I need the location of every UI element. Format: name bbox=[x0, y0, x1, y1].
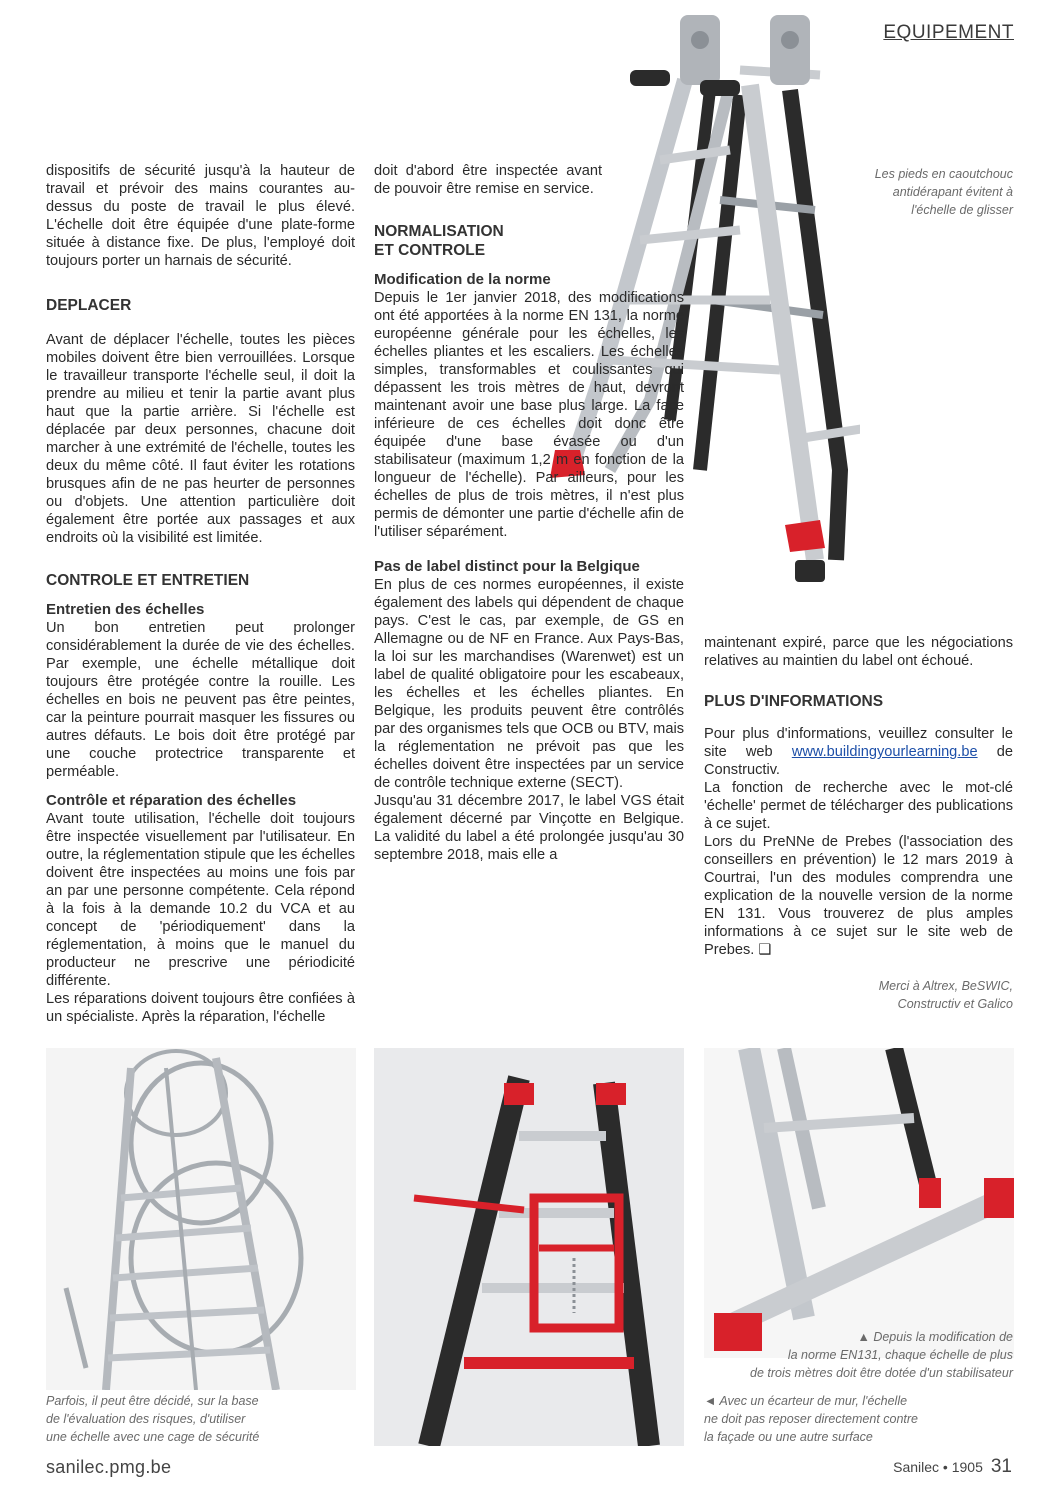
paragraph: Un bon entretien peut prolonger considérablement la durée de vie des échelles. Par exemple, une échelle métallique doit toujours être protégée contre la rouille. Les échelles en bois ne peuvent pas être peintes, car la peinture pourrait masquer les fissures ou autres défauts. Le bois doit être protégé par une couche protectrice transparente et perméable. bbox=[46, 620, 355, 780]
text: Pour plus d'informations, veuillez consulter le site web bbox=[704, 726, 1013, 760]
credit-line: Constructiv et Galico bbox=[897, 997, 1013, 1011]
text: Lors du PreNNe de Prebes (l'association des conseillers en prévention) le 12 mars 2019 à Courtrai, l'un des modules comprendra une explication de la nouvelle version de la norme EN 131. Vous trouverez de plus amples informations à ce sujet sur le site web de Prebes. bbox=[704, 834, 1013, 958]
heading-deplacer: DEPLACER bbox=[46, 297, 132, 314]
paragraph: doit d'abord être inspectée avant de pouvoir être remise en service. bbox=[374, 163, 602, 197]
subheading-reparation: Contrôle et réparation des échelles bbox=[46, 792, 297, 809]
caption-line: ◄ Avec un écarteur de mur, l'échelle bbox=[704, 1394, 908, 1408]
caption-line: ne doit pas reposer directement contre bbox=[704, 1412, 919, 1426]
paragraph: Jusqu'au 31 décembre 2017, le label VGS était également décerné par Vinçotte en Belgique. La validité du label a été prolongée jusqu'au 30 septembre 2018, mais elle a bbox=[374, 793, 684, 863]
caption-line: la façade ou une autre surface bbox=[704, 1430, 873, 1444]
caption-wall-spacer bbox=[704, 1392, 918, 1446]
caption-rubber-feet bbox=[875, 165, 1013, 219]
heading-controle-entretien: CONTROLE ET ENTRETIEN bbox=[46, 572, 250, 589]
paragraph: La fonction de recherche avec le mot-clé 'échelle' permet de télécharger des publications à ce sujet. bbox=[704, 780, 1013, 832]
section-header: EQUIPEMENT bbox=[883, 22, 1014, 43]
wall-spacer-ladder-image bbox=[374, 1048, 684, 1446]
column-3 bbox=[704, 634, 1013, 1013]
paragraph: maintenant expiré, parce que les négociations relatives au maintien du label ont échoué. bbox=[704, 635, 1013, 669]
page-number: 31 bbox=[990, 1456, 1012, 1477]
paragraph: Depuis le 1er janvier 2018, des modifications ont été apportées à la norme EN 131, la norme européenne générale pour les échelles, les échelles pliantes et les escaliers. Les échelles simples, transformables et coulissantes qui dépassent les trois mètres de haut, devront maintenant avoir une base plus large. La face inférieure de ces échelles doit donc être équipée d'une base évasée ou d'un stabilisateur (maximum 1,2 m en fonction de la longueur de l'échelle). Par ailleurs, pour les échelles de plus de trois mètres, il n'est plus permis de démonter une partie d'échelle afin de l'utiliser séparément. bbox=[374, 290, 684, 540]
caption-cage-ladder bbox=[46, 1392, 259, 1446]
wall-spacer-ladder-photo bbox=[374, 1048, 684, 1446]
cage-ladder-photo bbox=[46, 1048, 356, 1390]
paragraph: Avant de déplacer l'échelle, toutes les pièces mobiles doivent être bien verrouillées. Lorsque le travailleur transporte l'échelle seul, il doit la prendre au milieu et tenir la partie avant plus haut que la partie arrière. Si l'échelle est déplacée par deux personnes, chacune doit marcher à une extrémité de l'échelle, toutes les deux du même côté. Il faut éviter les rotations brusques afin de ne pas heurter de personnes ou d'objets. Une attention particulière doit également être portée aux passages et aux endroits où la visibilité est limitée. bbox=[46, 332, 355, 546]
subheading-entretien: Entretien des échelles bbox=[46, 601, 205, 618]
paragraph: dispositifs de sécurité jusqu'à la hauteur de travail et prévoir des mains courantes au-dessus du poste de travail le plus élevé. L'échelle doit être équipée d'une plate-forme située à distance fixe. De plus, l'employé doit toujours porter un harnais de sécurité. bbox=[46, 163, 355, 269]
subheading-modification: Modification de la norme bbox=[374, 271, 551, 288]
caption-line: ▲ Depuis la modification de bbox=[857, 1330, 1013, 1344]
heading-line: ET CONTROLE bbox=[374, 242, 486, 259]
footer-issue bbox=[893, 1456, 1012, 1478]
caption-line: de trois mètres doit être dotée d'un stabilisateur bbox=[750, 1366, 1013, 1380]
text: de Constructiv. bbox=[704, 744, 1013, 778]
stabilizer-ladder-image bbox=[704, 1048, 1014, 1358]
credits bbox=[704, 977, 1013, 1013]
paragraph bbox=[704, 833, 1013, 959]
heading-plus-informations: PLUS D'INFORMATIONS bbox=[704, 693, 884, 710]
caption-line: antidérapant évitent à bbox=[892, 185, 1013, 199]
paragraph: Les réparations doivent toujours être confiées à un spécialiste. Après la réparation, l'échelle bbox=[46, 991, 355, 1025]
caption-line: l'échelle de glisser bbox=[911, 203, 1013, 217]
caption-line: une échelle avec une cage de sécurité bbox=[46, 1430, 260, 1444]
column-2 bbox=[374, 162, 684, 864]
end-mark-icon: ❑ bbox=[758, 942, 772, 958]
column-1 bbox=[46, 162, 355, 1026]
caption-line: la norme EN131, chaque échelle de plus bbox=[787, 1348, 1013, 1362]
caption-line: de l'évaluation des risques, d'utiliser bbox=[46, 1412, 246, 1426]
buildingyourlearning-link[interactable]: www.buildingyourlearning.be bbox=[791, 744, 978, 760]
paragraph: Avant toute utilisation, l'échelle doit toujours être inspectée visuellement par l'utilisateur. En outre, la réglementation stipule que les échelles doivent être inspectées au moins une fois par an par une personne compétente. Cela répond à la fois à la demande 10.2 du VCA et au concept de 'périodiquement' dans la réglementation, à moins que le manuel du producteur ne prescrive une périodicité différente. bbox=[46, 811, 355, 989]
issue-label: Sanilec • 1905 bbox=[893, 1459, 983, 1475]
paragraph: En plus de ces normes européennes, il existe également des labels qui dépendent de chaque pays. C'est le cas, par exemple, de GS en Allemagne ou de NF en France. Aux Pays-Bas, la loi sur les marchandises (Warenwet) est un label de qualité obligatoire pour les escabeaux, les échelles et les échelles pliantes. En Belgique, les produits peuvent être contrôlés par des organismes tels que OCB ou BTV, mais la réglementation ne prévoit pas que les échelles doivent être inspectées par un service de contrôle technique externe (SECT). bbox=[374, 577, 684, 791]
heading-line: NORMALISATION bbox=[374, 223, 504, 240]
subheading-label: Pas de label distinct pour la Belgique bbox=[374, 558, 640, 575]
caption-line: Parfois, il peut être décidé, sur la base bbox=[46, 1394, 259, 1408]
caption-line: Les pieds en caoutchouc bbox=[874, 167, 1013, 181]
paragraph bbox=[704, 725, 1013, 779]
stabilizer-ladder-photo bbox=[704, 1048, 1014, 1358]
credit-line: Merci à Altrex, BeSWIC, bbox=[878, 979, 1013, 993]
footer-site[interactable]: sanilec.pmg.be bbox=[46, 1457, 172, 1477]
heading-normalisation bbox=[374, 222, 684, 260]
cage-ladder-image bbox=[46, 1048, 356, 1390]
caption-stabilizer bbox=[750, 1328, 1013, 1382]
